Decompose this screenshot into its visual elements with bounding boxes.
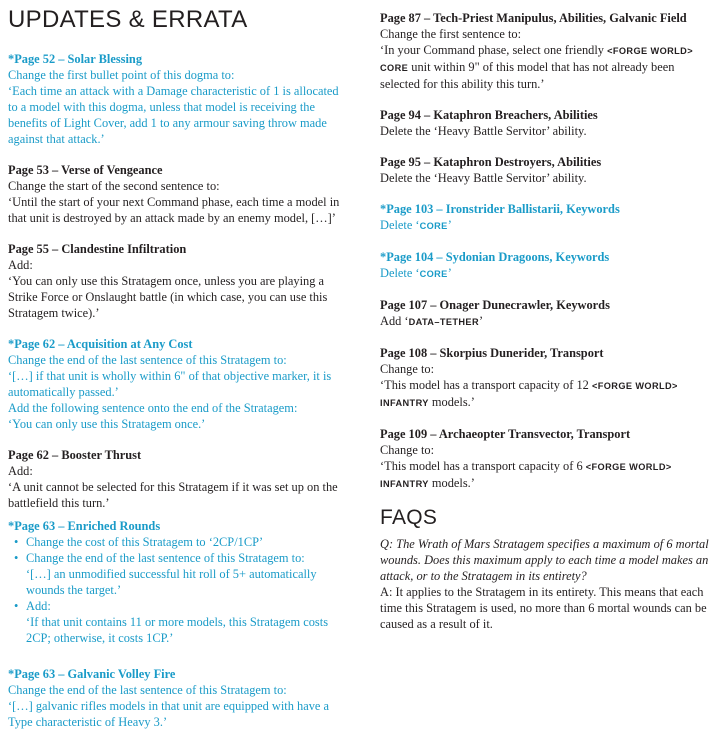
faq-question: Q: The Wrath of Mars Stratagem specifies a maximum of 6 mortal wounds. Does this maximum apply to each time a model makes an attack, or to the Stratagem in its entirety? [380, 537, 709, 583]
bullet-text: • Add: [26, 599, 51, 613]
entry-instruction: Change the end of the last sentence of this Stratagem to: [8, 683, 287, 697]
errata-entry [380, 297, 710, 330]
errata-entry [8, 51, 344, 147]
bullet-quote: ‘[…] an unmodified successful hit roll of 5+ automatically wounds the target.’ [26, 567, 317, 597]
errata-entry [380, 249, 710, 282]
entry-instruction [380, 265, 710, 282]
entry-instruction: Delete the ‘Heavy Battle Servitor’ ability. [380, 171, 587, 185]
bullet-text: • Change the end of the last sentence of this Stratagem to: [26, 551, 305, 565]
entry-heading: Page 87 – Tech-Priest Manipulus, Abilities, Galvanic Field [380, 11, 687, 25]
entry-instruction: Change to: [380, 443, 435, 457]
entry-heading: *Page 63 – Enriched Rounds [8, 519, 161, 533]
entry-instruction: Change the first bullet point of this dogma to: [8, 68, 235, 82]
keyword: <FORGE WORLD> CORE [380, 46, 693, 73]
errata-entry [8, 162, 344, 226]
entry-heading: *Page 62 – Acquisition at Any Cost [8, 337, 193, 351]
bullet-list [8, 534, 344, 646]
right-column [380, 0, 710, 647]
errata-entry [380, 426, 710, 492]
quote-text: ‘This model has a transport capacity of 12 [380, 378, 592, 392]
entry-instruction [380, 313, 710, 330]
entry-instruction: Change to: [380, 362, 435, 376]
entry-quote [380, 458, 710, 492]
quote-text: unit within 9" of this model that has not already been selected for this ability this turn.’ [380, 60, 675, 91]
keyword: <FORGE WORLD> INFANTRY [380, 381, 678, 408]
quote-text: models.’ [428, 476, 475, 490]
bullet-quote: ‘If that unit contains 11 or more models, this Stratagem costs 2CP; otherwise, it costs 1CP.’ [26, 615, 329, 645]
entry-quote: ‘Each time an attack with a Damage characteristic of 1 is allocated to a model with this dogma, unless that model is receiving the benefits of Light Cover, add 1 to any armour saving throw made against that attack.’ [8, 84, 339, 146]
entry-quote [380, 42, 710, 92]
instruction-text: Add ‘ [380, 314, 409, 328]
errata-entry [380, 154, 710, 186]
entry-quote: ‘[…] if that unit is wholly within 6" of that objective marker, it is automatically passed.’ [8, 369, 332, 399]
entry-instruction: Change the start of the second sentence to: [8, 179, 220, 193]
keyword: CORE [419, 221, 448, 231]
instruction-text: ’ [479, 314, 484, 328]
entry-instruction: Add: [8, 464, 33, 478]
entry-instruction: Add the following sentence onto the end of the Stratagem: [8, 401, 298, 415]
keyword: CORE [419, 269, 448, 279]
entry-heading: Page 94 – Kataphron Breachers, Abilities [380, 108, 598, 122]
errata-entry [380, 10, 710, 92]
bullet-item [8, 550, 344, 598]
entry-quote: ‘Until the start of your next Command phase, each time a model in that unit is destroyed by an attack made by an enemy model, […]’ [8, 195, 340, 225]
entry-heading: Page 95 – Kataphron Destroyers, Abilities [380, 155, 602, 169]
entry-instruction: Change the first sentence to: [380, 27, 522, 41]
entry-instruction: Change the end of the last sentence of this Stratagem to: [8, 353, 287, 367]
left-column [8, 0, 344, 745]
entry-quote [380, 377, 710, 411]
entry-instruction [380, 217, 710, 234]
errata-entry [8, 447, 344, 511]
entry-heading: *Page 63 – Galvanic Volley Fire [8, 667, 176, 681]
errata-entry [8, 518, 344, 646]
quote-text: models.’ [428, 395, 475, 409]
faq-entry [380, 536, 710, 632]
faqs-heading: FAQS [380, 506, 438, 529]
entry-heading: *Page 52 – Solar Blessing [8, 52, 143, 66]
page-title: UPDATES & ERRATA [8, 6, 248, 33]
entry-heading: Page 62 – Booster Thrust [8, 448, 142, 462]
errata-entry [380, 201, 710, 234]
quote-text: ‘This model has a transport capacity of 6 [380, 459, 586, 473]
entry-quote: ‘A unit cannot be selected for this Stratagem if it was set up on the battlefield this turn.’ [8, 480, 338, 510]
instruction-text: Delete ‘ [380, 218, 420, 232]
keyword: <FORGE WORLD> INFANTRY [380, 462, 672, 489]
bullet-item [8, 534, 344, 550]
entry-heading: Page 108 – Skorpius Dunerider, Transport [380, 346, 604, 360]
errata-entry [8, 336, 344, 432]
faq-answer: A: It applies to the Stratagem in its entirety. This means that each time this Stratagem is used, no more than 6 mortal wounds can be caused as a result of it. [380, 585, 707, 631]
entry-quote: ‘[…] galvanic rifles models in that unit are equipped with have a Type characteristic of Heavy 3.’ [8, 699, 330, 729]
bullet-item [8, 598, 344, 646]
entry-heading: *Page 104 – Sydonian Dragoons, Keywords [380, 250, 610, 264]
entry-instruction: Delete the ‘Heavy Battle Servitor’ ability. [380, 124, 587, 138]
entry-quote: ‘You can only use this Stratagem once.’ [8, 417, 206, 431]
entry-heading: *Page 103 – Ironstrider Ballistarii, Keywords [380, 202, 620, 216]
entry-heading: Page 53 – Verse of Vengeance [8, 163, 163, 177]
instruction-text: Delete ‘ [380, 266, 420, 280]
entry-quote: ‘You can only use this Stratagem once, unless you are playing a Strike Force or Onslaught battle (in which case, you can use this Stratagem twice).’ [8, 274, 328, 320]
entry-heading: Page 55 – Clandestine Infiltration [8, 242, 187, 256]
entry-heading: Page 109 – Archaeopter Transvector, Transport [380, 427, 631, 441]
entry-instruction: Add: [8, 258, 33, 272]
errata-entry [380, 345, 710, 411]
instruction-text: ’ [447, 218, 452, 232]
instruction-text: ’ [447, 266, 452, 280]
quote-text: ‘In your Command phase, select one friendly [380, 43, 608, 57]
errata-entry [8, 241, 344, 321]
entry-heading: Page 107 – Onager Dunecrawler, Keywords [380, 298, 610, 312]
keyword: DATA–TETHER [408, 317, 479, 327]
errata-entry [380, 107, 710, 139]
bullet-text: Change the cost of this Stratagem to ‘2CP/1CP’ [26, 535, 264, 549]
errata-entry [8, 666, 344, 730]
